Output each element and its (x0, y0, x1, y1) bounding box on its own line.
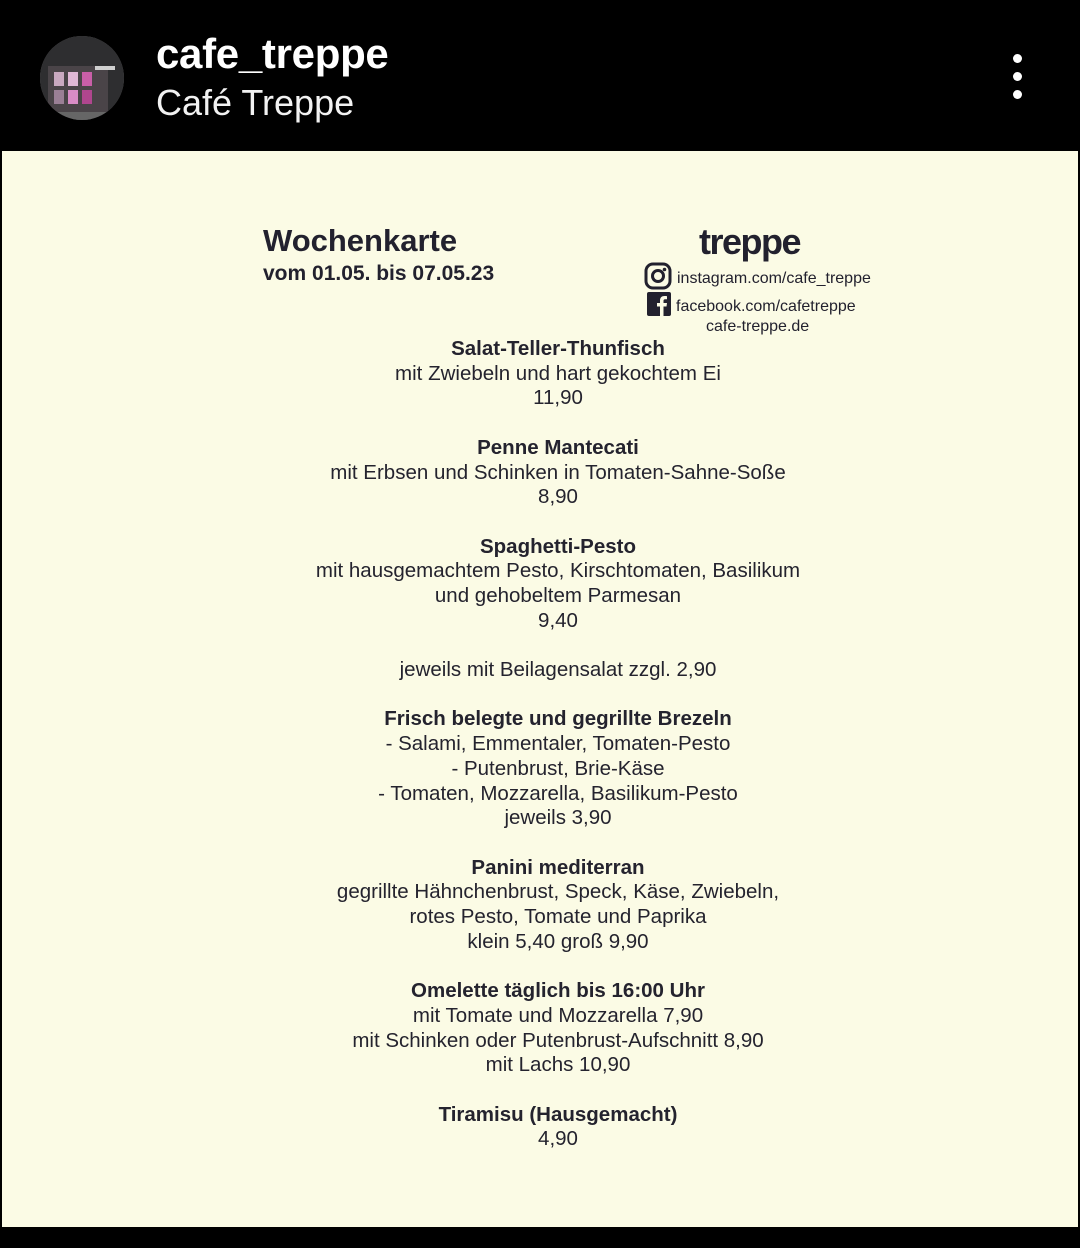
instagram-icon (644, 262, 672, 295)
menu-item (2, 707, 1080, 831)
facebook-icon (647, 292, 671, 321)
menu-item-name: Omelette täglich bis 16:00 Uhr (411, 979, 705, 1003)
menu-item-line: mit Tomate und Mozzarella 7,90 (412, 1003, 704, 1027)
menu-item-line: - Putenbrust, Brie-Käse (451, 756, 665, 780)
menu-item-line: rotes Pesto, Tomate und Paprika (409, 905, 707, 929)
menu-item-line: jeweils mit Beilagensalat zzgl. 2,90 (399, 658, 717, 682)
post-header (0, 0, 1080, 150)
brand-logo: treppe (699, 221, 801, 262)
menu-item-name: Frisch belegte und gegrillte Brezeln (384, 707, 732, 731)
menu-item (2, 535, 1080, 634)
menu-card (2, 151, 1078, 1227)
display-name: Café Treppe (156, 82, 355, 123)
menu-item-line: 4,90 (538, 1127, 578, 1151)
menu-item-line: und gehobeltem Parmesan (434, 584, 682, 607)
menu-item-line: mit Zwiebeln und hart gekochtem Ei (395, 361, 721, 385)
profile-avatar-icon[interactable] (40, 36, 124, 120)
facebook-row (647, 292, 856, 321)
menu-item (2, 658, 1080, 683)
menu-item (2, 436, 1080, 510)
menu-item-line: mit Lachs 10,90 (485, 1053, 631, 1077)
menu-item-line: gegrillte Hähnchenbrust, Speck, Käse, Zwiebeln, (336, 880, 780, 904)
menu-list (2, 337, 1080, 1177)
menu-item-line: - Tomaten, Mozzarella, Basilikum-Pesto (378, 781, 738, 805)
menu-item (2, 337, 1080, 411)
username[interactable]: cafe_treppe (156, 30, 389, 77)
instagram-link: instagram.com/cafe_treppe (677, 269, 871, 287)
menu-item-line: jeweils 3,90 (504, 806, 612, 830)
menu-title: Wochenkarte (263, 223, 458, 258)
menu-item-line: mit Erbsen und Schinken in Tomaten-Sahne-Soße (330, 460, 786, 484)
menu-item-line: klein 5,40 groß 9,90 (467, 929, 649, 953)
menu-item-line: mit Schinken oder Putenbrust-Aufschnitt 8,90 (352, 1028, 764, 1052)
menu-item-line: mit hausgemachtem Pesto, Kirschtomaten, Basilikum (315, 559, 801, 583)
more-vertical-icon[interactable] (998, 50, 1038, 104)
website-link: cafe-treppe.de (706, 318, 810, 335)
menu-item-name: Tiramisu (Hausgemacht) (438, 1102, 678, 1126)
menu-item (2, 1103, 1080, 1152)
menu-item-name: Penne Mantecati (477, 435, 639, 459)
facebook-link: facebook.com/cafetreppe (676, 297, 856, 315)
menu-dates: vom 01.05. bis 07.05.23 (263, 262, 495, 285)
menu-item-name: Spaghetti-Pesto (479, 534, 637, 558)
menu-item-line: 11,90 (533, 386, 583, 410)
menu-item (2, 856, 1080, 955)
bottom-bar (0, 1228, 1080, 1248)
menu-item-line: - Salami, Emmentaler, Tomaten-Pesto (385, 732, 731, 756)
instagram-row (644, 262, 871, 295)
menu-item-name: Panini mediterran (471, 855, 645, 879)
menu-item (2, 979, 1080, 1078)
menu-item-line: 9,40 (538, 608, 578, 632)
menu-item-name: Salat-Teller-Thunfisch (451, 337, 665, 360)
menu-item-line: 8,90 (538, 485, 578, 509)
